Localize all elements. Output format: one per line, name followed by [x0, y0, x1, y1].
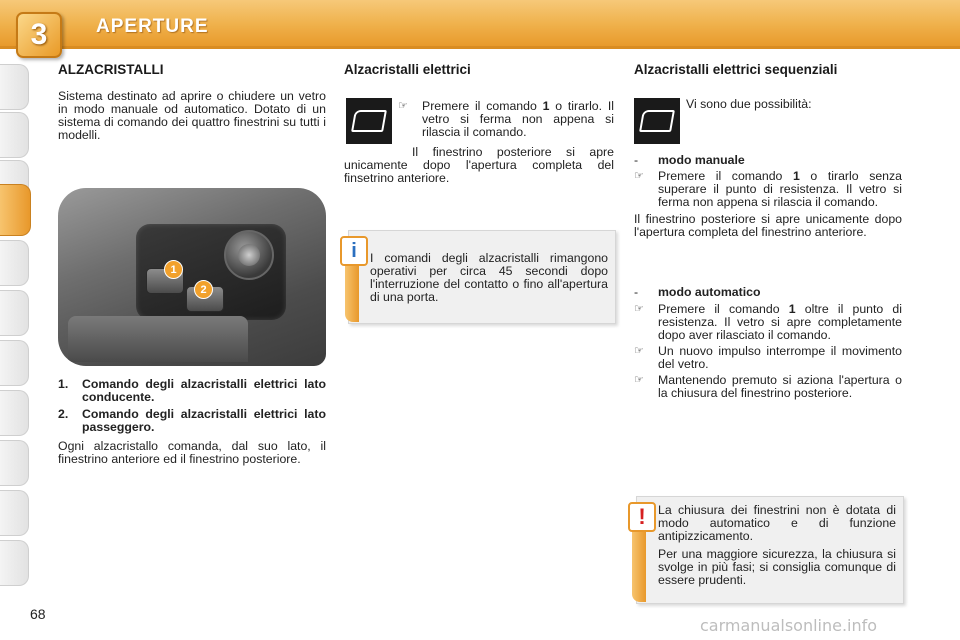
- pointer-icon: ☞: [634, 303, 644, 315]
- pointer-icon: ☞: [634, 374, 644, 386]
- section-heading-alzacristalli: ALZACRISTALLI: [58, 62, 164, 77]
- pointer-icon: ☞: [398, 100, 408, 112]
- chapter-badge: [16, 12, 62, 58]
- warning-icon: !: [628, 502, 656, 532]
- armrest: [68, 316, 248, 362]
- watermark: carmanualsonline.info: [700, 616, 878, 635]
- middle-note: Il finestrino posteriore si apre unicamente dopo l'apertura completa del finsetrino anteriore.: [344, 145, 614, 185]
- pointer-icon: ☞: [634, 345, 644, 357]
- intro-text: [58, 90, 326, 147]
- side-tab[interactable]: [0, 340, 29, 386]
- section-heading-sequenziali: Alzacristalli elettrici sequenziali: [634, 62, 838, 77]
- side-tab[interactable]: [0, 64, 29, 110]
- manual-mode-block: - modo manuale ☞ Premere il comando 1 o tirarlo senza superare il punto di resistenza. Il vetro si ferma non appena si rilascia il comando. Il finestrino posteriore si apre unicamente dopo l'apertura completa del finestrino anteriore.: [634, 153, 903, 239]
- legend-item-1: 1. Comando degli alzacristalli elettrici lato conducente.: [58, 377, 326, 404]
- side-tab[interactable]: [0, 290, 29, 336]
- side-tab[interactable]: [0, 490, 29, 536]
- right-intro: Vi sono due possibilità:: [686, 97, 812, 111]
- middle-instruction: ☞ Premere il comando 1 o tirarlo. Il vetro si ferma non appena si rilascia il comando.: [398, 99, 615, 139]
- page-title: APERTURE: [96, 16, 209, 37]
- info-icon: i: [340, 236, 368, 266]
- side-tab[interactable]: [0, 440, 29, 486]
- pointer-icon: ☞: [634, 170, 644, 182]
- page-number: 68: [30, 606, 46, 622]
- legend-outro: Ogni alzacristallo comanda, dal suo lato, il finestrino anteriore ed il finestrino posteriore.: [58, 439, 326, 466]
- side-tab[interactable]: [0, 240, 29, 286]
- mirror-knob: [224, 230, 274, 280]
- manual-mode-title: modo manuale: [658, 153, 745, 167]
- warning-text: [658, 504, 896, 592]
- header-divider: [0, 46, 960, 49]
- info-text: I comandi degli alzacristalli rimangono operativi per circa 45 secondi dopo l'interruzione del contatto o fino all'apertura di una porta.: [370, 251, 608, 304]
- legend-item-2: 2. Comando degli alzacristalli elettrici lato passeggero.: [58, 407, 326, 434]
- legend-list: [58, 378, 326, 471]
- manual-note: Il finestrino posteriore si apre unicamente dopo l'apertura completa del finestrino anteriore.: [634, 212, 902, 239]
- auto-mode-title: modo automatico: [658, 285, 761, 299]
- warning-paragraph-1: La chiusura dei finestrini non è dotata di modo automatico e di funzione antipizzicamento.: [658, 503, 896, 543]
- callout-1: 1: [164, 260, 183, 279]
- chapter-number: 3: [30, 18, 48, 51]
- warning-paragraph-2: Per una maggiore sicurezza, la chiusura si svolge in più fasi; si consiglia comunque di essere prudenti.: [658, 547, 896, 587]
- auto-mode-block: - modo automatico ☞ Premere il comando 1 oltre il punto di resistenza. Il vetro si apre completamente dopo aver rilasciato il comando. ☞ Un nuovo impulso interrompe il movimento del vetro. ☞ Mantenendo premuto si aziona l'apertura o la chiusura del finestrino posteriore.: [634, 285, 902, 400]
- side-tab-active[interactable]: [0, 184, 31, 236]
- side-tab[interactable]: [0, 112, 29, 158]
- callout-2: 2: [194, 280, 213, 299]
- side-tab[interactable]: [0, 390, 29, 436]
- switch-panel: [136, 224, 286, 320]
- door-switch-photo: [58, 188, 326, 366]
- intro-paragraph: Sistema destinato ad aprire o chiudere un vetro in modo manuale od automatico. Dotato di un sistema di comando dei quattro finestrini su tutti i modelli.: [58, 89, 326, 142]
- window-switch-icon: [346, 98, 392, 144]
- window-switch-icon: [634, 98, 680, 144]
- side-tab[interactable]: [0, 540, 29, 586]
- section-heading-alzacristalli-elettrici: Alzacristalli elettrici: [344, 62, 471, 77]
